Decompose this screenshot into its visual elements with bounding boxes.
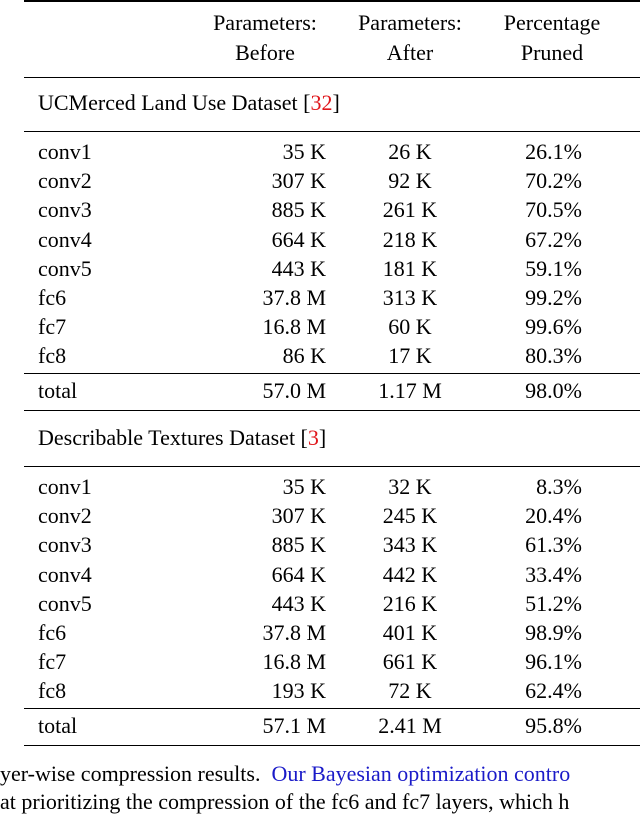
section-title	[38, 88, 340, 118]
table-cell-pruned: 26.1%	[525, 139, 582, 164]
section-title-text: UCMerced Land Use Dataset [	[38, 90, 311, 115]
caption-line2: at prioritizing the compression of the fc6 and fc7 layers, which h	[0, 789, 570, 814]
table-cell-layer: fc6	[38, 285, 67, 310]
table-cell-layer: conv4	[38, 226, 92, 252]
table-cell-before: 307 K	[271, 168, 326, 194]
total-cell-pruned: 98.0%	[525, 377, 582, 403]
total-cell-after: 1.17 M	[378, 377, 442, 403]
total-cell-after: 2.41 M	[378, 712, 442, 738]
table-cell-after: 181 K	[382, 255, 438, 281]
header-before-line2: Before	[235, 40, 295, 65]
table-cell-before: 443 K	[271, 590, 326, 616]
total-cell-layer: total	[38, 377, 78, 403]
total-cell-layer: total	[38, 712, 78, 738]
table-cell-layer: fc8	[38, 678, 67, 704]
table-cell-after: 32 K	[388, 474, 432, 499]
table-cell-layer: fc6	[38, 620, 67, 645]
table-cell-after: 442 K	[382, 561, 438, 587]
table-cell-before: 885 K	[271, 532, 326, 558]
citation-link[interactable]: 3	[307, 425, 319, 450]
table-cell-before: 16.8 M	[262, 314, 326, 340]
table-cell-layer: conv2	[38, 503, 92, 529]
table-cell-after: 261 K	[382, 197, 438, 223]
table-cell-layer: conv3	[38, 532, 92, 558]
section-title-bracket: ]	[332, 90, 340, 115]
table-cell-pruned: 80.3%	[525, 343, 582, 369]
table-cell-after: 343 K	[382, 532, 438, 558]
table-cell-before: 443 K	[271, 255, 326, 281]
header-after-line1: Parameters:	[358, 10, 462, 35]
table-cell-before: 193 K	[271, 678, 326, 704]
total-cell-before: 57.1 M	[262, 712, 326, 738]
caption-link-text[interactable]: Our Bayesian optimization contro	[271, 761, 571, 786]
table-cell-pruned: 98.9%	[525, 620, 582, 645]
table-cell-pruned: 8.3%	[536, 474, 582, 499]
table-cell-layer: conv2	[38, 168, 92, 194]
table-cell-after: 92 K	[388, 168, 432, 194]
table-cell-after: 313 K	[382, 285, 438, 310]
table-cell-before: 35 K	[282, 139, 326, 164]
section-title-bracket: ]	[318, 425, 327, 450]
total-cell-pruned: 95.8%	[525, 712, 582, 738]
section-title-text: Describable Textures Dataset [	[38, 425, 308, 450]
table-cell-pruned: 33.4%	[525, 561, 582, 587]
table-cell-before: 16.8 M	[262, 649, 326, 675]
table-cell-after: 661 K	[382, 649, 438, 675]
bottom-rule	[24, 745, 640, 747]
section-title	[38, 423, 326, 453]
table-cell-after: 72 K	[388, 678, 432, 704]
section-rule	[24, 131, 640, 132]
table-cell-layer: conv4	[38, 561, 92, 587]
table-cell-before: 37.8 M	[262, 620, 326, 645]
table-cell-layer: conv5	[38, 590, 92, 616]
table-cell-layer: fc7	[38, 314, 67, 340]
table-cell-pruned: 99.2%	[525, 285, 582, 310]
caption-text: yer-wise compression results.	[0, 761, 261, 786]
table-cell-layer: conv3	[38, 197, 92, 223]
table-cell-before: 37.8 M	[262, 285, 326, 310]
table-cell-before: 664 K	[271, 561, 326, 587]
table-cell-after: 60 K	[388, 314, 432, 340]
table-cell-pruned: 59.1%	[525, 255, 582, 281]
table-cell-before: 664 K	[271, 226, 326, 252]
table-cell-pruned: 70.5%	[525, 197, 582, 223]
caption-line1	[0, 760, 640, 788]
total-rule	[24, 373, 640, 374]
citation-link[interactable]: 32	[310, 90, 333, 115]
table-cell-after: 17 K	[388, 343, 432, 369]
table-cell-layer: fc7	[38, 649, 67, 675]
header-rule	[24, 77, 640, 78]
table-cell-after: 26 K	[388, 139, 432, 164]
table-cell-pruned: 70.2%	[525, 168, 582, 194]
table-cell-after: 218 K	[382, 226, 438, 252]
total-rule	[24, 708, 640, 709]
table-cell-layer: conv5	[38, 255, 92, 281]
table-cell-pruned: 20.4%	[525, 503, 582, 529]
header-after-line2: After	[386, 40, 434, 65]
top-rule	[24, 0, 640, 2]
table-cell-layer: conv1	[38, 139, 92, 164]
table-cell-pruned: 61.3%	[525, 532, 582, 558]
table-cell-before: 307 K	[271, 503, 326, 529]
table-cell-before: 86 K	[282, 343, 326, 369]
header-pruned-line2: Pruned	[520, 40, 584, 65]
table-cell-pruned: 99.6%	[525, 314, 582, 340]
table-cell-layer: conv1	[38, 474, 92, 499]
header-pruned-line1: Percentage	[503, 10, 601, 35]
table-cell-pruned: 51.2%	[525, 590, 582, 616]
table-cell-before: 885 K	[271, 197, 326, 223]
table-cell-after: 401 K	[382, 620, 438, 645]
table-cell-pruned: 96.1%	[525, 649, 582, 675]
table-cell-pruned: 62.4%	[525, 678, 582, 704]
section-rule	[24, 466, 640, 467]
total-cell-before: 57.0 M	[262, 377, 326, 403]
table-cell-layer: fc8	[38, 343, 67, 369]
table-cell-after: 245 K	[382, 503, 438, 529]
section-end-rule	[24, 410, 640, 411]
header-before-line1: Parameters:	[213, 10, 317, 35]
table-cell-after: 216 K	[382, 590, 438, 616]
table-cell-before: 35 K	[282, 474, 326, 499]
table-cell-pruned: 67.2%	[525, 226, 582, 252]
